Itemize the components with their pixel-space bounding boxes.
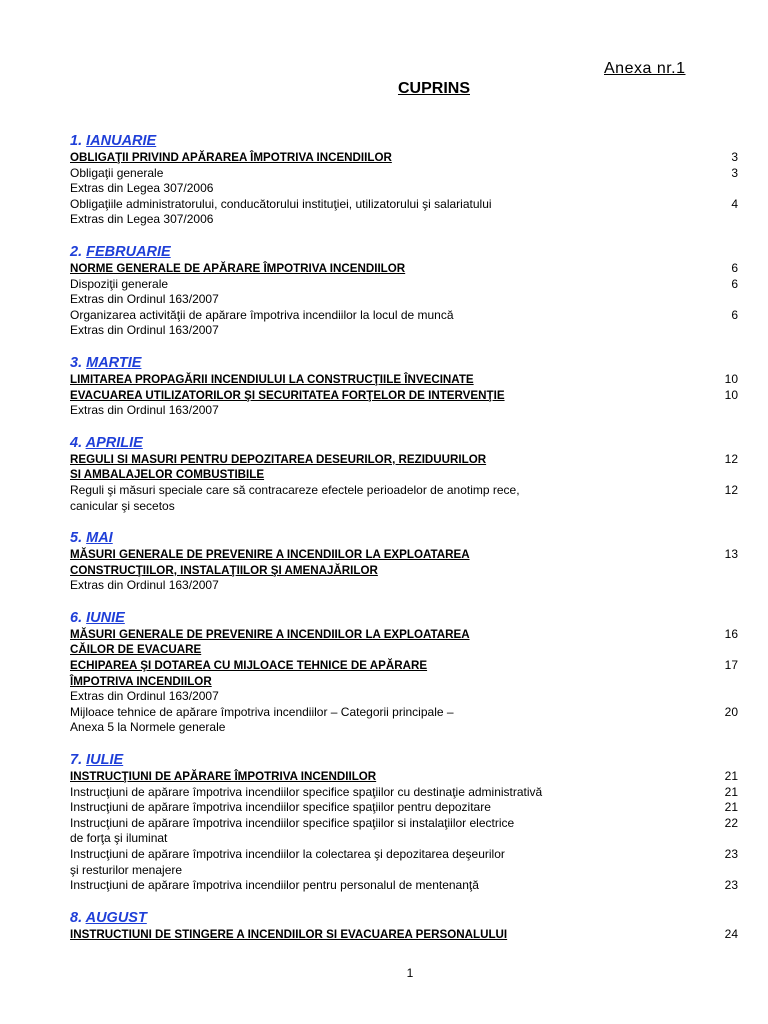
month-heading <box>70 435 738 452</box>
month-heading <box>70 910 738 927</box>
toc-entry <box>70 403 738 419</box>
toc-entry <box>70 197 738 213</box>
toc-heading-entry <box>70 150 738 166</box>
toc-entry-text: Extras din Ordinul 163/2007 <box>70 689 219 704</box>
toc-entry-text: Extras din Legea 307/2006 <box>70 212 214 227</box>
toc-page-number: 23 <box>724 878 738 893</box>
month-heading <box>70 752 738 769</box>
month-heading <box>70 133 738 150</box>
month-number: 2. <box>70 243 83 260</box>
month-heading <box>70 244 738 261</box>
toc-entry <box>70 277 738 293</box>
toc-heading-entry <box>70 452 738 483</box>
month-name: MAI <box>86 530 113 547</box>
toc-page-number: 10 <box>724 387 738 402</box>
annex-label: Anexa nr.1 <box>604 60 686 77</box>
toc-heading-entry <box>70 388 738 404</box>
month-number: 5. <box>70 530 83 547</box>
toc-entry-text: Instrucţiuni de apărare împotriva incendiilor specifice spaţiilor cu destinaţie administrativă <box>70 784 543 799</box>
month-name: IUNIE <box>86 609 125 626</box>
month-name: IULIE <box>86 752 124 769</box>
toc-entry <box>70 689 738 705</box>
toc-entry <box>70 181 738 197</box>
month-number: 4. <box>70 434 83 451</box>
toc-entry <box>70 212 738 228</box>
toc-page-number: 6 <box>731 276 738 291</box>
toc-page-number: 6 <box>731 260 738 275</box>
toc-entry-text: EVACUAREA UTILIZATORILOR ŞI SECURITATEA FORŢELOR DE INTERVENŢIE <box>70 388 505 402</box>
toc-entry-text: REGULI SI MASURI PENTRU DEPOZITAREA DESEURILOR, REZIDUURILOR SI AMBALAJELOR COMBUSTIBILE <box>70 452 487 482</box>
toc-entry-text: OBLIGAŢII PRIVIND APĂRAREA ÎMPOTRIVA INCENDIILOR <box>70 151 392 164</box>
toc-page-number: 20 <box>724 704 738 719</box>
month-heading <box>70 530 738 547</box>
toc-page-number: 17 <box>724 658 738 673</box>
toc-page-number: 21 <box>724 800 738 815</box>
toc-page-number: 16 <box>724 626 738 641</box>
toc-entry-text: Instrucţiuni de apărare împotriva incendiilor specifice spaţiilor si instalaţiilor electrice de forţa şi iluminat <box>70 815 515 846</box>
toc-entry-text: Extras din Ordinul 163/2007 <box>70 292 219 307</box>
toc-page-number: 13 <box>724 547 738 562</box>
toc-page-number: 3 <box>731 165 738 180</box>
month-name: MARTIE <box>86 354 142 371</box>
page-number: 1 <box>406 966 414 980</box>
toc-heading-entry <box>70 547 738 578</box>
toc-heading-entry <box>70 927 738 943</box>
toc-entry-text: Reguli şi măsuri speciale care să contracareze efectele perioadelor de anotimp rece, canicular şi secetos <box>70 482 520 513</box>
toc-page-number: 23 <box>724 847 738 861</box>
month-number: 1. <box>70 133 83 149</box>
month-name: FEBRUARIE <box>86 243 171 260</box>
toc-heading-entry <box>70 769 738 785</box>
toc-heading-entry <box>70 627 738 658</box>
toc-entry-text: Extras din Ordinul 163/2007 <box>70 578 219 593</box>
toc-page-number: 4 <box>731 196 738 211</box>
toc-entry-text: Extras din Ordinul 163/2007 <box>70 403 219 418</box>
month-name: APRILIE <box>85 434 143 451</box>
toc-entry <box>70 800 738 816</box>
toc-entry-text: MĂSURI GENERALE DE PREVENIRE A INCENDIILOR LA EXPLOATAREA CĂILOR DE EVACUARE <box>70 627 470 657</box>
month-name: AUGUST <box>85 909 147 926</box>
toc-page-number: 22 <box>724 815 738 830</box>
toc-entry-text: Mijloace tehnice de apărare împotriva incendiilor – Categorii principale – Anexa 5 la Normele generale <box>70 704 454 735</box>
toc-entry-text: Organizarea activităţii de apărare împotriva incendiilor la locul de muncă <box>70 307 454 322</box>
toc-entry <box>70 847 738 878</box>
toc-entry <box>70 483 738 514</box>
toc-page-number: 6 <box>731 307 738 322</box>
toc-entry <box>70 292 738 308</box>
toc-entry-text: ECHIPAREA ŞI DOTAREA CU MIJLOACE TEHNICE DE APĂRARE ÎMPOTRIVA INCENDIILOR <box>70 659 428 688</box>
month-heading <box>70 610 738 627</box>
toc-page-number: 3 <box>731 150 738 164</box>
toc-entry-text: Extras din Ordinul 163/2007 <box>70 323 219 338</box>
toc-page-number: 24 <box>724 926 738 941</box>
toc-entry-text: Dispoziţii generale <box>70 276 169 291</box>
toc-entry <box>70 308 738 324</box>
toc-page-number: 12 <box>724 451 738 466</box>
toc-entry <box>70 816 738 847</box>
toc-entry <box>70 705 738 736</box>
toc-entry-text: Instrucţiuni de apărare împotriva incendiilor la colectarea şi depozitarea deşeurilor şi resturilor menajere <box>70 847 505 877</box>
toc-entry-text: MĂSURI GENERALE DE PREVENIRE A INCENDIILOR LA EXPLOATAREA CONSTRUCŢIILOR, INSTALAŢIILOR ŞI AMENAJĂRILOR <box>70 548 470 577</box>
toc-entry-text: Instrucţiuni de apărare împotriva incendiilor pentru personalul de mentenanţă <box>70 878 479 893</box>
toc-entry-text: INSTRUCŢIUNI DE APĂRARE ÎMPOTRIVA INCENDIILOR <box>70 770 377 784</box>
toc-entry <box>70 878 738 894</box>
toc-entry-text: Obligaţii generale <box>70 165 164 180</box>
toc-entry-text: NORME GENERALE DE APĂRARE ÎMPOTRIVA INCENDIILOR <box>70 261 406 275</box>
toc-entry-text: LIMITAREA PROPAGĂRII INCENDIULUI LA CONSTRUCŢIILE ÎNVECINATE <box>70 372 474 386</box>
toc-page-number: 10 <box>724 371 738 386</box>
toc-entry <box>70 166 738 182</box>
month-name: IANUARIE <box>86 133 157 149</box>
toc-entry-text: Extras din Legea 307/2006 <box>70 181 214 196</box>
toc-heading-entry <box>70 658 738 689</box>
toc-heading-entry <box>70 372 738 388</box>
toc-page-number: 21 <box>724 784 738 799</box>
month-number: 8. <box>70 909 83 926</box>
month-number: 6. <box>70 609 83 626</box>
toc-entry <box>70 323 738 339</box>
month-number: 7. <box>70 752 83 769</box>
page-title: CUPRINS <box>397 80 470 97</box>
toc-entry-text: Instrucţiuni de apărare împotriva incendiilor specifice spaţiilor pentru depozitare <box>70 800 491 815</box>
toc-entry-text: Obligaţiile administratorului, conducătorului instituţiei, utilizatorului şi salariatului <box>70 196 492 211</box>
toc-entry <box>70 578 738 594</box>
toc-heading-entry <box>70 261 738 277</box>
toc-page-number: 21 <box>724 769 738 784</box>
toc-entry-text: INSTRUCTIUNI DE STINGERE A INCENDIILOR SI EVACUAREA PERSONALULUI <box>70 927 508 941</box>
toc-entry <box>70 785 738 801</box>
table-of-contents <box>70 133 738 942</box>
toc-page-number: 12 <box>724 482 738 497</box>
month-number: 3. <box>70 354 83 371</box>
month-heading <box>70 355 738 372</box>
